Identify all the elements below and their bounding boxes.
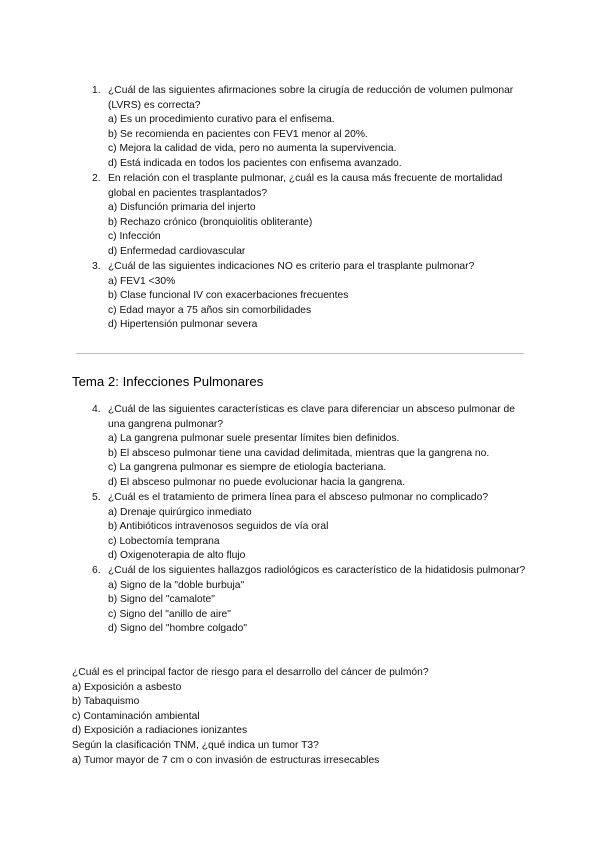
question-number: 5. <box>92 492 101 503</box>
answer-option-c: c) Signo del "anillo de aire" <box>108 608 231 620</box>
question-stem: ¿Cuál es el tratamiento de primera línea para el absceso pulmonar no complicado? <box>108 492 489 503</box>
answer-option-a: a) Signo de la "doble burbuja" <box>108 579 245 591</box>
section-heading: Tema 2: Infecciones Pulmonares <box>72 374 264 389</box>
answer-option-b: b) Signo del "camalote" <box>108 594 215 606</box>
answer-option-a: a) Exposición a asbesto <box>72 681 182 693</box>
question-6 <box>92 564 532 637</box>
answer-option-b: b) Clase funcional IV con exacerbaciones frecuentes <box>108 290 349 302</box>
question-number: 4. <box>92 404 101 415</box>
question-4 <box>92 403 532 491</box>
question-number: 3. <box>92 261 101 272</box>
answer-option-b: b) Antibióticos intravenosos seguidos de vía oral <box>108 521 329 533</box>
question-stem: Según la clasificación TNM, ¿qué indica un tumor T3? <box>72 739 319 751</box>
answer-option-d: d) Signo del "hombre colgado" <box>108 623 247 635</box>
question-1 <box>92 84 532 172</box>
answer-option-a: a) Tumor mayor de 7 cm o con invasión de estructuras irresecables <box>72 754 380 766</box>
answer-option-d: d) Oxigenoterapia de alto flujo <box>108 550 246 562</box>
answer-option-c: c) La gangrena pulmonar es siempre de etiología bacteriana. <box>108 462 387 474</box>
answer-option-d: d) El absceso pulmonar no puede evolucionar hacia la gangrena. <box>108 476 406 488</box>
answer-option-b: b) Rechazo crónico (bronquiolitis obliterante) <box>108 216 313 228</box>
question-stem: ¿Cuál es el principal factor de riesgo para el desarrollo del cáncer de pulmón? <box>72 667 429 678</box>
answer-option-d: d) Exposición a radiaciones ionizantes <box>72 725 248 737</box>
question-2 <box>92 172 532 260</box>
answer-option-c: c) Infección <box>108 231 161 243</box>
question-stem: ¿Cuál de las siguientes afirmaciones sobre la cirugía de reducción de volumen pulmonar (LVRS) es correcta? <box>108 85 514 111</box>
answer-option-a: a) Disfunción primaria del injerto <box>108 202 256 214</box>
question-3 <box>92 260 532 333</box>
question-stem: En relación con el trasplante pulmonar, ¿cuál es la causa más frecuente de mortalidad global en pacientes trasplantados? <box>108 173 503 199</box>
answer-option-b: b) Se recomienda en pacientes con FEV1 menor al 20%. <box>108 128 368 140</box>
answer-option-a: a) Drenaje quirúrgico inmediato <box>108 506 252 518</box>
question-number: 1. <box>92 85 101 96</box>
answer-option-d: d) Enfermedad cardiovascular <box>108 245 246 257</box>
question-number: 6. <box>92 565 101 576</box>
section-divider <box>76 353 524 354</box>
answer-option-b: b) El absceso pulmonar tiene una cavidad delimitada, mientras que la gangrena no. <box>108 447 490 459</box>
question-5 <box>92 491 532 564</box>
answer-option-c: c) Mejora la calidad de vida, pero no aumenta la supervivencia. <box>108 143 397 155</box>
question-number: 2. <box>92 173 101 184</box>
question-stem: ¿Cuál de las siguientes indicaciones NO es criterio para el trasplante pulmonar? <box>108 261 475 272</box>
answer-option-b: b) Tabaquismo <box>72 696 140 708</box>
answer-option-d: d) Hipertensión pulmonar severa <box>108 319 258 331</box>
unnumbered-questions <box>72 666 542 768</box>
question-stem: ¿Cuál de los siguientes hallazgos radiológicos es característico de la hidatidosis pulmonar? <box>108 565 526 576</box>
answer-option-a: a) Es un procedimiento curativo para el enfisema. <box>108 114 335 126</box>
answer-option-a: a) FEV1 <30% <box>108 275 176 287</box>
answer-option-a: a) La gangrena pulmonar suele presentar límites bien definidos. <box>108 433 400 445</box>
answer-option-c: c) Edad mayor a 75 años sin comorbilidades <box>108 304 312 316</box>
question-stem: ¿Cuál de las siguientes características es clave para diferenciar un absceso pulmonar de una gangrena pulmonar? <box>108 404 515 430</box>
answer-option-c: c) Lobectomía temprana <box>108 535 220 547</box>
answer-option-c: c) Contaminación ambiental <box>72 710 200 722</box>
answer-option-d: d) Está indicada en todos los pacientes con enfisema avanzado. <box>108 157 402 169</box>
